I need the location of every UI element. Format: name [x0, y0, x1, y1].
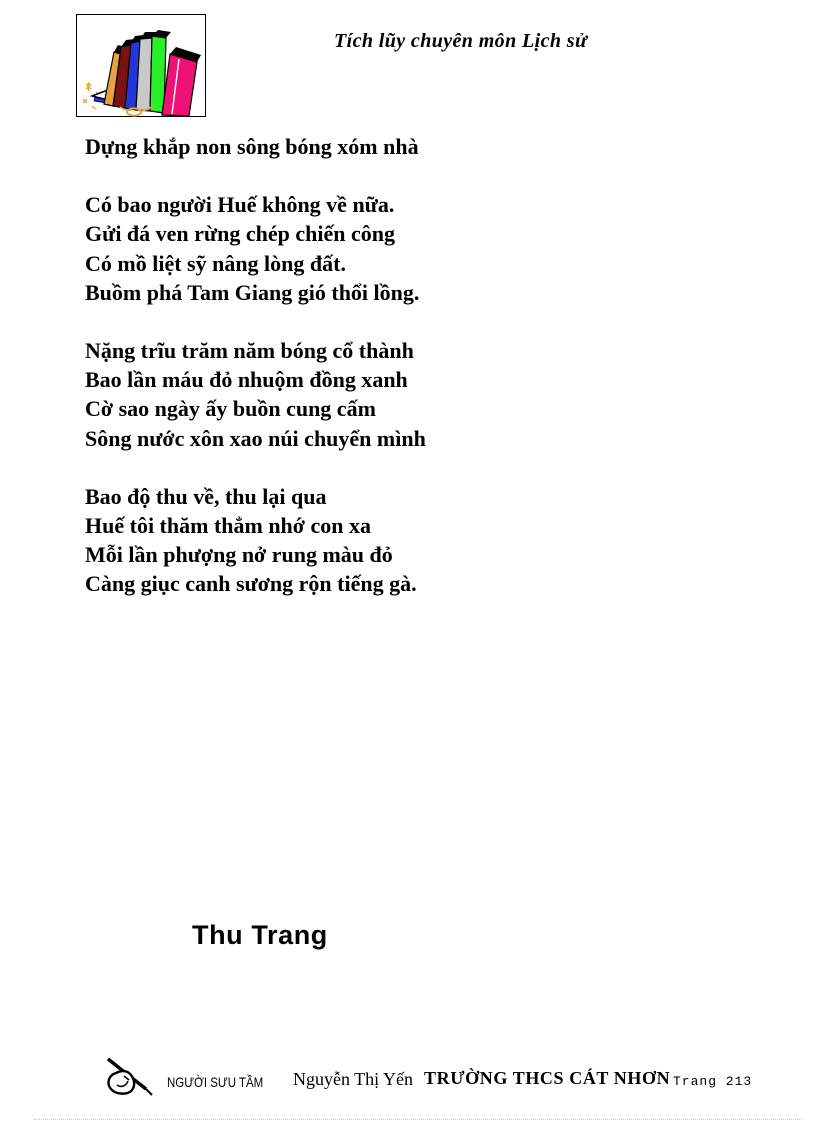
- poem-line: Bao độ thu về, thu lại qua: [85, 483, 327, 509]
- poem-line: Càng giục canh sương rộn tiếng gà.: [85, 571, 417, 597]
- poem-author: Thu Trang: [192, 920, 328, 950]
- school-name: TRƯỜNG THCS CÁT NHƠN: [424, 1068, 671, 1088]
- poem-stanza: [85, 336, 426, 453]
- poem-line: Gửi đá ven rừng chép chiến công: [85, 221, 395, 247]
- poem-stanza: [85, 482, 426, 599]
- collector-name: Nguyễn Thị Yến: [293, 1069, 413, 1089]
- poem-line: Dựng khắp non sông bóng xóm nhà: [85, 134, 419, 159]
- poem-line: Huế tôi thăm thẳm nhớ con xa: [85, 513, 371, 539]
- page-number: Trang 213: [673, 1074, 753, 1089]
- bottom-dotted-line: [34, 1119, 802, 1120]
- poem-line: Mỗi lần phượng nở rung màu đỏ: [85, 542, 393, 568]
- poem-line: Có mồ liệt sỹ nâng lòng đất.: [85, 250, 346, 276]
- poem-stanza: [85, 132, 426, 161]
- poem: [85, 132, 426, 628]
- writing-hand-icon: [100, 1056, 162, 1100]
- poem-line: Sông nước xôn xao núi chuyển mình: [85, 425, 426, 451]
- poem-line: Cờ sao ngày ấy buồn cung cấm: [85, 396, 376, 422]
- poem-line: Có bao người Huế không về nữa.: [85, 192, 395, 218]
- poem-stanza: [85, 190, 426, 307]
- books-clipart-icon: [76, 14, 206, 117]
- collector-label: NGƯỜI SƯU TẦM: [167, 1074, 264, 1090]
- poem-line: Buồm phá Tam Giang gió thổi lồng.: [85, 279, 420, 305]
- poem-line: Nặng trĩu trăm năm bóng cổ thành: [85, 338, 414, 364]
- poem-line: Bao lần máu đỏ nhuộm đồng xanh: [85, 367, 408, 393]
- page-title: Tích lũy chuyên môn Lịch sử: [334, 30, 588, 52]
